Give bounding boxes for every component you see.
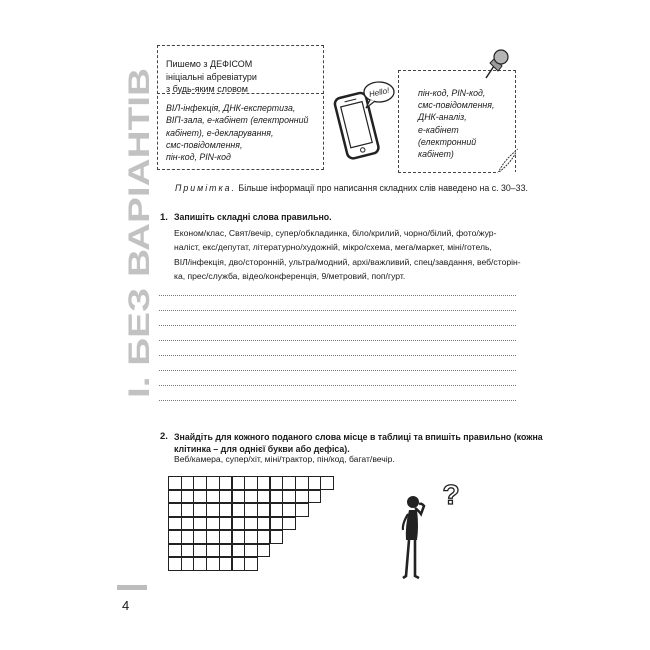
- rule-heading-line: з будь-яким словом: [166, 84, 248, 94]
- grid-row: [168, 490, 333, 504]
- rule-example-line: кабінет), е-декларування,: [166, 127, 274, 138]
- grid-cell[interactable]: [193, 490, 207, 504]
- grid-cell[interactable]: [168, 530, 182, 544]
- grid-cell[interactable]: [168, 544, 182, 558]
- grid-cell[interactable]: [206, 530, 220, 544]
- grid-cell[interactable]: [232, 490, 246, 504]
- grid-cell[interactable]: [257, 476, 271, 490]
- question-mark-text: ?: [442, 479, 460, 510]
- page-curl-icon: [496, 148, 518, 174]
- grid-cell[interactable]: [193, 557, 207, 571]
- grid-cell[interactable]: [206, 476, 220, 490]
- answer-line[interactable]: [159, 355, 516, 356]
- grid-cell[interactable]: [282, 503, 296, 517]
- pushpin-icon: [480, 48, 510, 80]
- grid-cell[interactable]: [206, 557, 220, 571]
- grid-cell[interactable]: [219, 517, 233, 531]
- task-number: 2.: [160, 431, 168, 442]
- sticky-note-line: кабінет): [418, 149, 454, 160]
- grid-cell[interactable]: [244, 517, 258, 531]
- grid-cell[interactable]: [206, 544, 220, 558]
- grid-cell[interactable]: [232, 544, 246, 558]
- grid-cell[interactable]: [257, 544, 271, 558]
- section-side-title: [118, 60, 158, 400]
- rule-example-line: ВІП-зала, е-кабінет (електронний: [166, 115, 309, 126]
- page-number-bar: [117, 585, 147, 590]
- grid-cell[interactable]: [181, 476, 195, 490]
- grid-cell[interactable]: [244, 530, 258, 544]
- grid-cell[interactable]: [193, 517, 207, 531]
- grid-row: [168, 476, 333, 490]
- grid-cell[interactable]: [232, 476, 246, 490]
- grid-cell[interactable]: [282, 476, 296, 490]
- grid-cell[interactable]: [244, 557, 258, 571]
- task-heading: Запишіть складні слова правильно.: [174, 212, 332, 222]
- sticky-note-line: (електронний: [418, 136, 477, 147]
- task-heading-line: Знайдіть для кожного поданого слова місце в таблиці та впишіть правильно (кожна: [174, 432, 543, 442]
- grid-cell[interactable]: [168, 557, 182, 571]
- section-title-text: І. БЕЗ ВАРІАНТІВ: [123, 142, 156, 398]
- thinking-figure-illustration: [395, 478, 475, 586]
- grid-cell[interactable]: [168, 503, 182, 517]
- sticky-note-line: е-кабінет: [418, 124, 459, 135]
- grid-cell[interactable]: [257, 517, 271, 531]
- grid-cell[interactable]: [193, 544, 207, 558]
- rule-divider: [157, 93, 324, 94]
- grid-cell[interactable]: [219, 503, 233, 517]
- grid-cell[interactable]: [308, 476, 322, 490]
- grid-cell[interactable]: [320, 476, 334, 490]
- grid-cell[interactable]: [168, 517, 182, 531]
- grid-cell[interactable]: [193, 476, 207, 490]
- grid-cell[interactable]: [219, 476, 233, 490]
- grid-cell[interactable]: [193, 530, 207, 544]
- grid-row: [168, 503, 333, 517]
- answer-line[interactable]: [159, 385, 516, 386]
- grid-cell[interactable]: [257, 490, 271, 504]
- grid-cell[interactable]: [232, 503, 246, 517]
- task-number: 1.: [160, 212, 168, 223]
- grid-cell[interactable]: [244, 476, 258, 490]
- answer-line[interactable]: [159, 295, 516, 296]
- rule-example-line: ВІЛ-інфекція, ДНК-експертиза,: [166, 103, 296, 113]
- grid-cell[interactable]: [244, 503, 258, 517]
- task-word-line: наліст, екс/депутат, літературно/художній, мікро/схема, мега/маркет, міні/готель,: [174, 242, 492, 253]
- task-word-list: Веб/камера, супер/хіт, міні/трактор, пін/код, багат/вечір.: [174, 454, 395, 464]
- page-number: 4: [122, 598, 130, 613]
- answer-line[interactable]: [159, 325, 516, 326]
- grid-cell[interactable]: [270, 476, 284, 490]
- grid-cell[interactable]: [206, 503, 220, 517]
- phone-illustration: [330, 75, 405, 165]
- grid-cell[interactable]: [232, 557, 246, 571]
- grid-cell[interactable]: [193, 503, 207, 517]
- grid-cell[interactable]: [257, 530, 271, 544]
- grid-cell[interactable]: [282, 490, 296, 504]
- grid-row: [168, 530, 333, 544]
- rule-heading-line: Пишемо з ДЕФІСОМ: [166, 59, 253, 69]
- grid-cell[interactable]: [295, 490, 309, 504]
- grid-cell[interactable]: [181, 517, 195, 531]
- note-label: Примітка.: [175, 183, 236, 193]
- sticky-note-line: ДНК-аналіз,: [418, 112, 467, 123]
- grid-cell[interactable]: [206, 490, 220, 504]
- grid-row: [168, 517, 333, 531]
- sticky-note-line: смс-повідомлення,: [418, 100, 495, 111]
- grid-cell[interactable]: [270, 517, 284, 531]
- grid-cell[interactable]: [308, 490, 322, 504]
- grid-cell[interactable]: [270, 490, 284, 504]
- grid-cell[interactable]: [270, 530, 284, 544]
- rule-heading: [166, 58, 257, 96]
- letter-grid: [168, 476, 333, 571]
- rule-heading-line: ініціальні абревіатури: [166, 71, 257, 82]
- grid-cell[interactable]: [257, 503, 271, 517]
- rule-example-line: пін-код, PIN-код: [166, 152, 231, 163]
- answer-line[interactable]: [159, 310, 516, 311]
- grid-cell[interactable]: [244, 490, 258, 504]
- answer-line[interactable]: [159, 400, 516, 401]
- grid-cell[interactable]: [232, 517, 246, 531]
- sticky-note-line: пін-код, PIN-код,: [418, 88, 486, 98]
- note: [175, 183, 528, 193]
- grid-cell[interactable]: [282, 517, 296, 531]
- speech-bubble-text: Hello!: [368, 85, 391, 100]
- grid-row: [168, 544, 333, 558]
- grid-cell[interactable]: [244, 544, 258, 558]
- grid-cell[interactable]: [181, 503, 195, 517]
- task-heading-line: клітинка – для однієї букви або дефіса).: [174, 444, 350, 454]
- rule-example-line: смс-повідомлення,: [166, 139, 243, 150]
- task-word-list: [174, 226, 521, 284]
- grid-cell[interactable]: [168, 490, 182, 504]
- task-word-line: ка, прес/служба, відео/конференція, 9/метровий, поп/гурт.: [174, 271, 406, 282]
- grid-cell[interactable]: [232, 530, 246, 544]
- grid-cell[interactable]: [295, 476, 309, 490]
- grid-cell[interactable]: [219, 544, 233, 558]
- grid-cell[interactable]: [181, 530, 195, 544]
- note-text: Більше інформації про написання складних слів наведено на с. 30–33.: [238, 183, 528, 193]
- grid-cell[interactable]: [181, 544, 195, 558]
- grid-cell[interactable]: [270, 503, 284, 517]
- grid-cell[interactable]: [219, 530, 233, 544]
- task-word-line: ВІЛ/інфекція, дво/сторонній, ультра/модний, архі/важливий, спец/завдання, веб/сторін-: [174, 256, 521, 267]
- grid-cell[interactable]: [168, 476, 182, 490]
- grid-cell[interactable]: [219, 557, 233, 571]
- answer-line[interactable]: [159, 340, 516, 341]
- grid-row: [168, 557, 333, 571]
- rule-examples: [166, 102, 308, 163]
- answer-line[interactable]: [159, 370, 516, 371]
- task-word-line: Економ/клас, Свят/вечір, супер/обкладинка, біло/крилий, чорно/білий, фото/жур-: [174, 228, 497, 238]
- grid-cell[interactable]: [181, 557, 195, 571]
- grid-cell[interactable]: [181, 490, 195, 504]
- grid-cell[interactable]: [295, 503, 309, 517]
- grid-cell[interactable]: [206, 517, 220, 531]
- grid-cell[interactable]: [219, 490, 233, 504]
